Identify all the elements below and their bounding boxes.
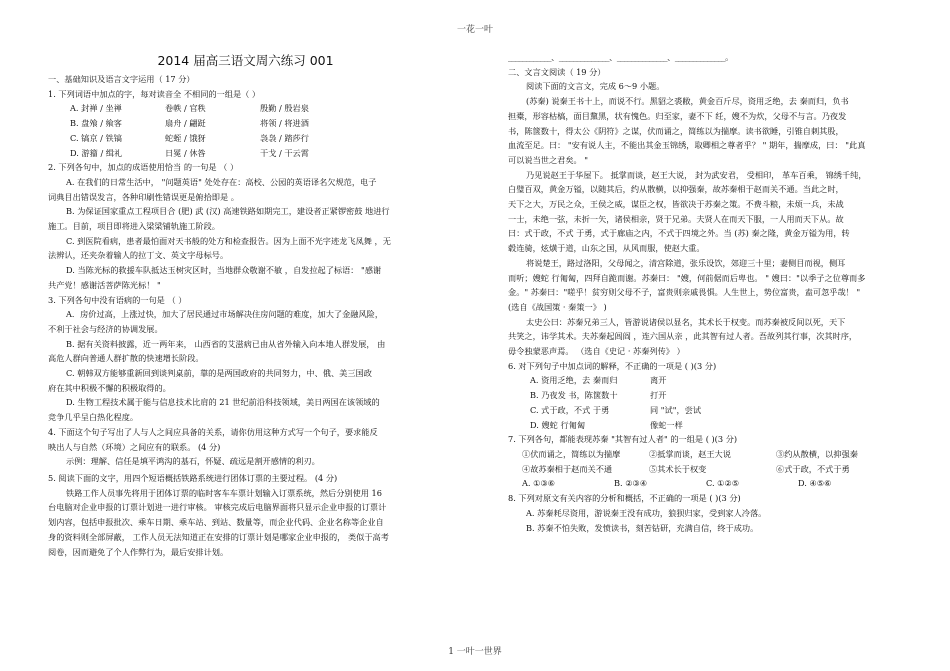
q3-option-c: C. 朝韩双方能够重新回到谈判桌前，靠的是两国政府的共同努力，中、俄、美三国政 xyxy=(66,368,372,379)
passage-line-6: 乃见说赵王于华屋下。 抵掌而谈，赵王大说， 封为武安君， 受相印， 革车百乘， 锦绣千纯， xyxy=(526,169,867,180)
passage-line-2: 担橐，形容枯槁，面目黧黑，状有愧色。归至家，妻不下 纴，嫂不为炊，父母不与言。乃夜发 xyxy=(508,110,847,121)
question-3: 3. 下列各句中没有语病的一句是 （ ） xyxy=(48,294,187,305)
question-2: 2. 下列各句中，加点的成语使用恰当 的一句是 （ ） xyxy=(48,162,239,173)
q5-passage-line-2: 台电脑对企业申报的订票计划进一进行审核。 审核完成后电脑界面将只显示企业申报的订票计 xyxy=(48,502,387,513)
q5-answer-blanks: ____________、______________、______________、______________。 xyxy=(508,52,733,62)
question-4: 4. 下面这个句子写出了人与人之间应具备的关系，请你仿用这种方式写一个句子，要求能反 xyxy=(48,426,378,437)
q7-items-row-1: ①伏而诵之，简练以为揣摩 ②抵掌而谈，赵王大说 ③约从散横，以抑强秦 xyxy=(522,448,858,459)
q8-option-a: A. 苏秦耗尽资用，游说秦王没有成功，狼狈归家，受到家人冷落。 xyxy=(526,507,767,518)
passage-line-16: 共笑之，讳学其术。夫苏秦起闾阎 ，连六国从亲 ，此其智有过人者。吾故列其行事，次其时序， xyxy=(508,331,858,342)
q6-option-a: A. 资用乏绝，去 秦而归 离开 xyxy=(530,375,667,386)
passage-line-10: 曰：式于政，不式 于勇，式于廊庙之内，不式于四境之外。当 (苏) 秦之隆，黄金万镒为用，转 xyxy=(508,228,850,239)
q7-choices: A. ①③⑥ B. ②③④ C. ①②⑤ D. ④⑤⑥ xyxy=(522,478,832,489)
q6-option-d: D. 嫂蛇 行匍匐 像蛇一样 xyxy=(530,419,683,430)
passage-line-3: 书，陈箧数十，得太公《阴符》之谋，伏而诵之，简练以为揣摩。读书欲睡，引锥自刺其股， xyxy=(508,125,844,136)
page-header: 一花一叶 xyxy=(456,25,493,35)
q6-options xyxy=(508,373,903,432)
q5-passage-line-1: 铁路工作人员事先将用于团体订票的临时客车车票计划输入订票系统，然后分别使用 16 xyxy=(66,487,382,498)
q6-option-c: C. 式于政，不式 于勇 同 "试"，尝试 xyxy=(530,404,702,415)
q4-example: 示例：理解、信任是填平鸿沟的基石，怀疑、疏远是割开感情的利刃。 xyxy=(66,456,320,467)
question-1: 1. 下列词语中加点的字，每对读音全 不相同的一组是（ ） xyxy=(48,88,261,99)
q2-option-a: A. 在我们的日常生活中， "问题英语" 处处存在：高校、公园的英语译名欠规范，电子 xyxy=(66,176,377,187)
q2-option-c: C. 到医院看病，患者最怕面对天书般的处方和检查报告。因为上面不光字迹龙飞凤舞 ，无 xyxy=(66,235,391,246)
q1-option-d: D. 游籀 / 缉礼 日冕 / 休咎 干戈 / 干云霄 xyxy=(70,147,309,158)
passage-line-7: 白璧百双，黄金万镒，以随其后，约从散横，以抑强秦，故苏秦相于赵而关不通。当此之时， xyxy=(508,184,844,195)
passage-line-4: 血流至足。曰： "安有说人主，不能出其金玉锦绣，取卿相之尊者乎？ " 期年，揣摩成，曰： "此真 xyxy=(508,140,866,151)
q1-option-b: B. 盘飧 / 飨客 扇舟 / 翩跹 将领 / 将进酒 xyxy=(70,118,309,129)
passage-source-2: 毋令独蒙恶声焉。 （选自《史记 · 苏秦列传》 ） xyxy=(508,346,685,357)
q3-option-a: A．房价过高，上涨过快，加大了居民通过市场解决住房问题的难度，加大了金融风险， xyxy=(66,309,384,320)
q2-option-d-cont: 共产党！感谢活菩萨陈光标！ " xyxy=(48,279,161,290)
q3-option-c-cont: 府在其中积极不懈的积极取得的。 xyxy=(48,382,171,393)
passage-line-14: 金。" 苏秦曰："嗟乎！贫穷则父母不子，富贵则亲戚畏惧。人生世上，势位富贵，盍可忽乎哉！ " xyxy=(508,287,861,298)
passage-line-1: (苏秦) 说秦王书十上，而说不行。黑貂之裘敝，黄金百斤尽，资用乏绝，去 秦而归，负书 xyxy=(526,96,849,107)
question-4-cont: 映出人与自然（环境）之间应有的联系。 (4 分) xyxy=(48,441,221,452)
q5-passage-line-4: 身的资料则全部屏蔽， 工作人员无法知道正在安排的订票计划是哪家企业申报的， 类似于高考 xyxy=(48,531,389,542)
q5-passage-line-3: 划内容，包括申报批次、乘车日期、乘车站、到站、数量等，而企业代码、企业名称等企业自 xyxy=(48,517,384,528)
q3-option-b-cont: 高危人群向普通人群扩散的快速增长阶段。 xyxy=(48,353,204,364)
question-6: 6. 对下列句子中加点词的解释，不正确的一项是 ( )(3 分) xyxy=(508,360,717,371)
section-heading: 一、基础知识及语言文字运用（ 17 分） xyxy=(48,74,195,84)
q3-option-d: D. 生物工程技术属于能与信息技术比肩的 21 世纪前沿科技领域，美日两国在该领域的 xyxy=(66,397,380,408)
section-heading-2: 二、文言文阅读（ 19 分） xyxy=(508,66,606,77)
left-column xyxy=(48,50,443,559)
question-5: 5. 阅读下面的文字，用四个短语概括铁路系统进行团体订票的主要过程。 (4 分) xyxy=(48,472,338,483)
reading-instruction: 阅读下面的文言文，完成 6～9 小题。 xyxy=(526,81,665,92)
question-7: 7. 下列各句，都能表现苏秦 "其智有过人者" 的一组是 ( )(3 分) xyxy=(508,434,738,445)
q3-option-b: B. 据有关资料披露，近一两年来， 山西省的艾滋病已由从省外输入向本地人群发展， 由 xyxy=(66,338,386,349)
passage-line-5: 可以说当世之君矣。 " xyxy=(508,154,589,165)
q1-option-c: C. 镐京 / 铁镐 蛇蛭 / 饿犽 袅袅 / 踏莎行 xyxy=(70,132,309,143)
q1-option-a: A. 封禅 / 坐禅 卷帙 / 官秩 殷勤 / 殷岩泉 xyxy=(70,103,309,114)
passage-line-15: 太史公曰：苏秦兄弟三人，皆游说诸侯以显名，其术长于权变。而苏秦被反间以死，天下 xyxy=(526,316,846,327)
q2-option-b: B. 为保证国家重点工程项目合 (肥) 武 (汉) 高速铁路如期完工，建设者正紧锣密鼓 地进行 xyxy=(66,206,390,217)
page-footer: 1 一叶一世界 xyxy=(448,647,502,657)
passage-line-9: 一士，未绝一弦，未折一矢，诸侯相亲，贤于兄弟。夫贤人在而天下服，一人用而天下从。故 xyxy=(508,213,844,224)
q2-option-a-cont: 词典目出错误发言，各种印刷性错误更是俯拾即是 。 xyxy=(48,191,239,202)
right-column xyxy=(508,50,903,535)
passage-source-1: (选自《战国策 · 秦策一》 ) xyxy=(508,301,607,312)
q8-option-b: B. 苏秦不怕失败，发愤读书，刻苦钻研，充满自信，终于成功。 xyxy=(526,522,759,533)
q2-option-d: D. 当陈光标的救援车队抵达玉树灾区时，当地群众敬谢不敏 ，自发拉起了标语： "感谢 xyxy=(66,265,382,276)
q3-option-d-cont: 竞争几乎呈白热化程度。 xyxy=(48,412,139,423)
page-title: 2014 届高三语文周六练习 001 xyxy=(157,53,334,68)
passage-line-8: 天下之大，万民之众，王侯之威，谋臣之权，皆欲决于苏秦之策。不费斗粮，未烦一兵，未战 xyxy=(508,199,844,210)
q7-items-row-2: ④故苏秦相于赵而关不通 ⑤其术长于权变 ⑥式于政，不式于勇 xyxy=(522,463,850,474)
q5-passage-line-5: 阅卷，因而避免了个人作弊行为，最后安排计划。 xyxy=(48,546,229,557)
q2-option-b-cont: 施工。目前，项目即将进入梁梁铺轨施工阶段。 xyxy=(48,221,220,232)
q3-option-a-cont: 不利于社会与经济的协调发展。 xyxy=(48,323,163,334)
q6-option-b: B. 乃夜发 书，陈箧数十 打开 xyxy=(530,390,667,401)
q2-option-c-cont: 法辨认，还夹杂着输人的拉丁文、英文字母标号。 xyxy=(48,250,229,261)
passage-line-11: 毂连骑，炫熿于道，山东之国，从风而服，使赵大重。 xyxy=(508,243,705,254)
question-8: 8. 下列对原文有关内容的分析和概括，不正确的一项是 ( )(3 分) xyxy=(508,493,741,504)
q1-options xyxy=(48,101,443,160)
passage-line-12: 将说楚王，路过洛阳，父母闻之，清宫除道，张乐设饮，郊迎三十里；妻侧目而视，侧耳 xyxy=(526,257,846,268)
passage-line-13: 而听；嫂蛇 行匍匐，四拜自跪而谢。苏秦曰： "嫂，何前倨而后卑也。 " 嫂曰："以季子之位尊而多 xyxy=(508,272,866,283)
